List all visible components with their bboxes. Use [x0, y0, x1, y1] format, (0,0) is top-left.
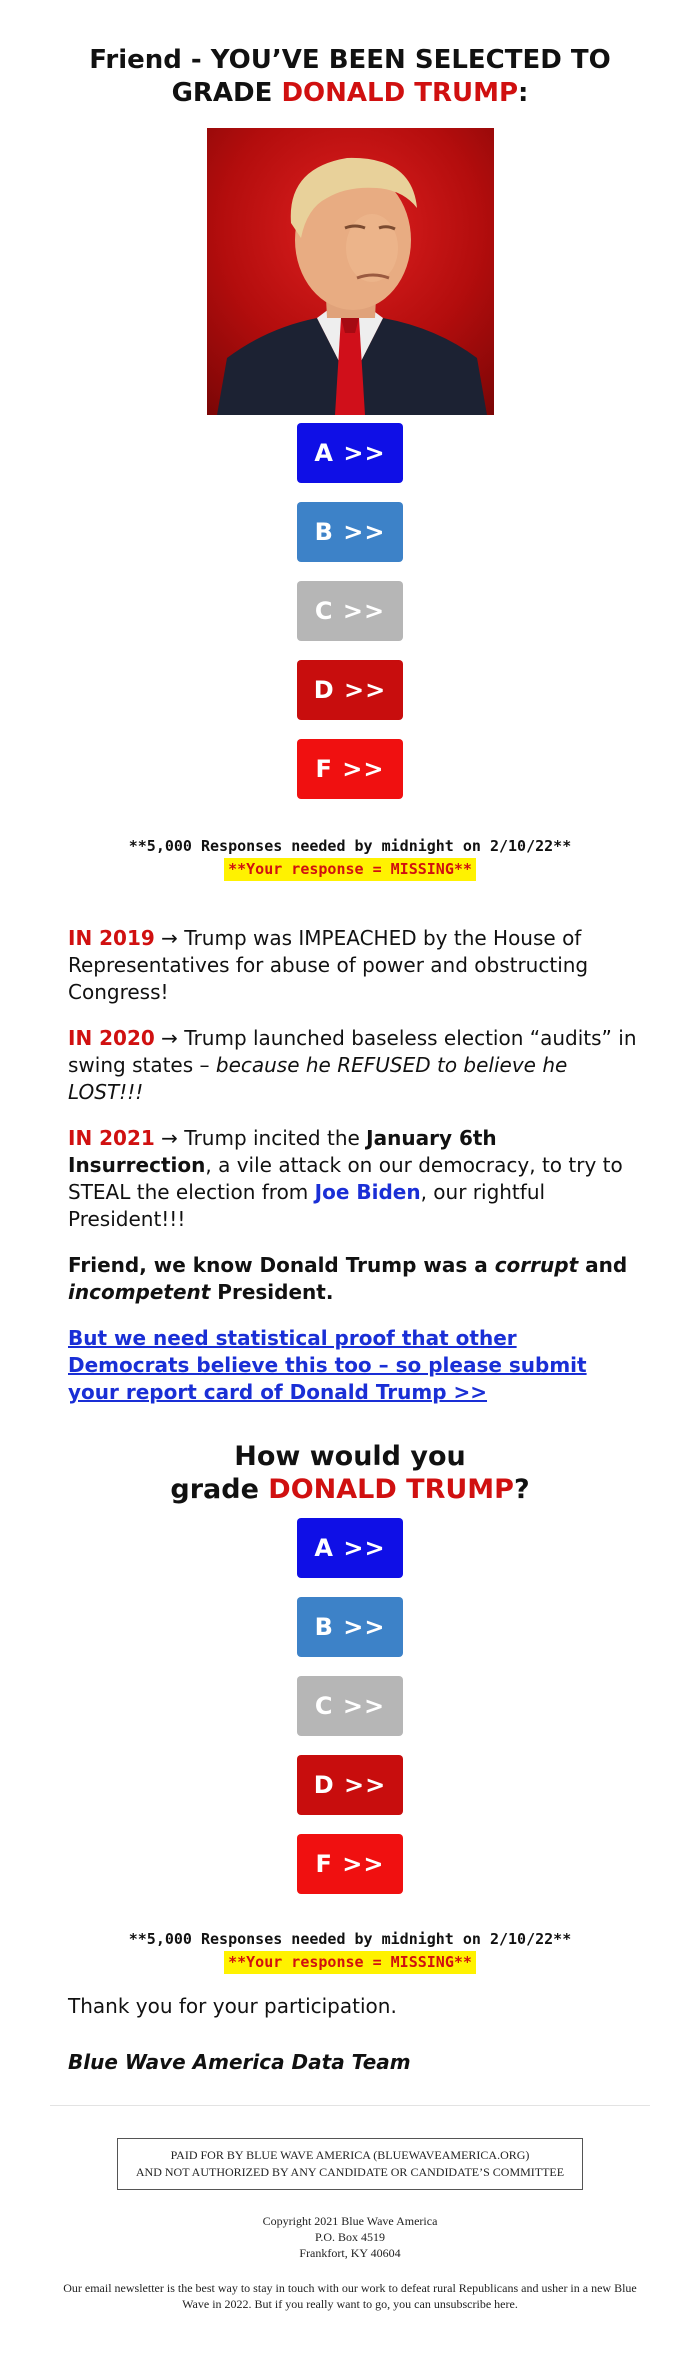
deadline-line: **5,000 Responses needed by midnight on 2/10/22** — [128, 1930, 572, 1948]
headline-line2-prefix: GRADE — [171, 78, 282, 108]
disclaimer-line1: PAID FOR BY BLUE WAVE AMERICA (BLUEWAVEAMERICA.ORG) — [170, 2148, 530, 2162]
grade-a-button[interactable]: A >> — [297, 1518, 403, 1578]
question-line1: How would you — [234, 1441, 466, 1472]
year-2020: IN 2020 — [68, 1026, 155, 1050]
paragraph-2021 — [68, 1125, 638, 1233]
deadline-line: **5,000 Responses needed by midnight on 2/10/22** — [128, 837, 572, 855]
grade-b-button[interactable]: B >> — [297, 502, 403, 562]
question-line2-suffix: ? — [513, 1474, 530, 1505]
headline — [50, 0, 650, 110]
footer-note — [55, 2280, 645, 2312]
newsletter-note-end: . — [514, 2297, 518, 2311]
unsubscribe-link[interactable]: unsubscribe here — [433, 2297, 515, 2311]
grade-f-button[interactable]: F >> — [297, 1834, 403, 1894]
paragraph-2021-bold: January 6th Insurrection — [68, 1126, 497, 1177]
body-copy — [50, 925, 650, 1406]
po-box-text: P.O. Box 4519 — [314, 2230, 385, 2244]
verdict-italic-incompetent: incompetent — [68, 1280, 211, 1304]
response-missing-badge: **Your response = MISSING** — [224, 858, 476, 881]
paragraph-2020-text: → Trump launched baseless election “audits” in swing states – — [68, 1026, 637, 1077]
signature: Blue Wave America Data Team — [68, 2050, 411, 2074]
paragraph-2020-italic: because he REFUSED to believe he LOST!!! — [68, 1053, 568, 1104]
footer-divider — [50, 2105, 650, 2106]
grade-a-button[interactable]: A >> — [297, 423, 403, 483]
grade-f-button[interactable]: F >> — [297, 739, 403, 799]
question-name: DONALD TRUMP — [268, 1474, 514, 1505]
grade-c-button[interactable]: C >> — [297, 581, 403, 641]
year-2021: IN 2021 — [68, 1126, 155, 1150]
portrait-illustration — [207, 128, 494, 415]
disclaimer-line2: AND NOT AUTHORIZED BY ANY CANDIDATE OR CANDIDATE’S COMMITTEE — [135, 2165, 565, 2179]
grade-buttons-bottom — [50, 1518, 650, 1913]
grade-d-button[interactable]: D >> — [297, 660, 403, 720]
footer-address — [50, 2213, 650, 2261]
response-missing-badge: **Your response = MISSING** — [224, 1951, 476, 1974]
deadline-notice — [50, 835, 650, 881]
verdict-text-b: and — [578, 1253, 628, 1277]
question-heading — [50, 1440, 650, 1506]
paid-for-disclaimer — [117, 2138, 583, 2190]
paragraph-verdict — [68, 1252, 638, 1306]
year-2019: IN 2019 — [68, 926, 155, 950]
thanks-text: Thank you for your participation. — [68, 1994, 397, 2018]
paragraph-2021-text-a: → Trump incited the — [154, 1126, 367, 1150]
paragraph-2021-text-c: , our rightful President!!! — [68, 1180, 546, 1231]
headline-name: DONALD TRUMP — [281, 78, 519, 108]
copyright-text: Copyright 2021 Blue Wave America — [262, 2214, 438, 2228]
grade-c-button[interactable]: C >> — [297, 1676, 403, 1736]
closing — [50, 1993, 650, 2074]
paragraph-2020 — [68, 1025, 638, 1106]
verdict-text-a: Friend, we know Donald Trump was a — [68, 1253, 495, 1277]
trump-portrait-image[interactable] — [207, 128, 494, 415]
paragraph-2019-text: → Trump was IMPEACHED by the House of Representatives for abuse of power and obstructing Congress! — [68, 926, 589, 1004]
newsletter-note: Our email newsletter is the best way to stay in touch with our work to defeat rural Republicans and usher in a new Blue Wave in 2022. But if you really want to go, you can — [63, 2281, 637, 2311]
grade-b-button[interactable]: B >> — [297, 1597, 403, 1657]
verdict-italic-corrupt: corrupt — [494, 1253, 579, 1277]
verdict-text-c: President. — [210, 1280, 334, 1304]
question-line2-prefix: grade — [170, 1474, 269, 1505]
grade-buttons-top — [50, 423, 650, 818]
headline-line1: Friend - YOU’VE BEEN SELECTED TO — [89, 45, 611, 75]
paragraph-2021-text-b: , a vile attack on our democracy, to try to STEAL the election from — [68, 1153, 623, 1204]
joe-biden-name: Joe Biden — [314, 1180, 421, 1204]
deadline-notice-bottom — [50, 1928, 650, 1974]
grade-d-button[interactable]: D >> — [297, 1755, 403, 1815]
paragraph-2019 — [68, 925, 638, 1006]
headline-line2-suffix: : — [518, 78, 529, 108]
submit-report-card-link[interactable]: But we need statistical proof that other Democrats believe this too – so please submit your report card of Donald Trump >> — [68, 1326, 587, 1404]
city-text: Frankfort, KY 40604 — [299, 2246, 401, 2260]
